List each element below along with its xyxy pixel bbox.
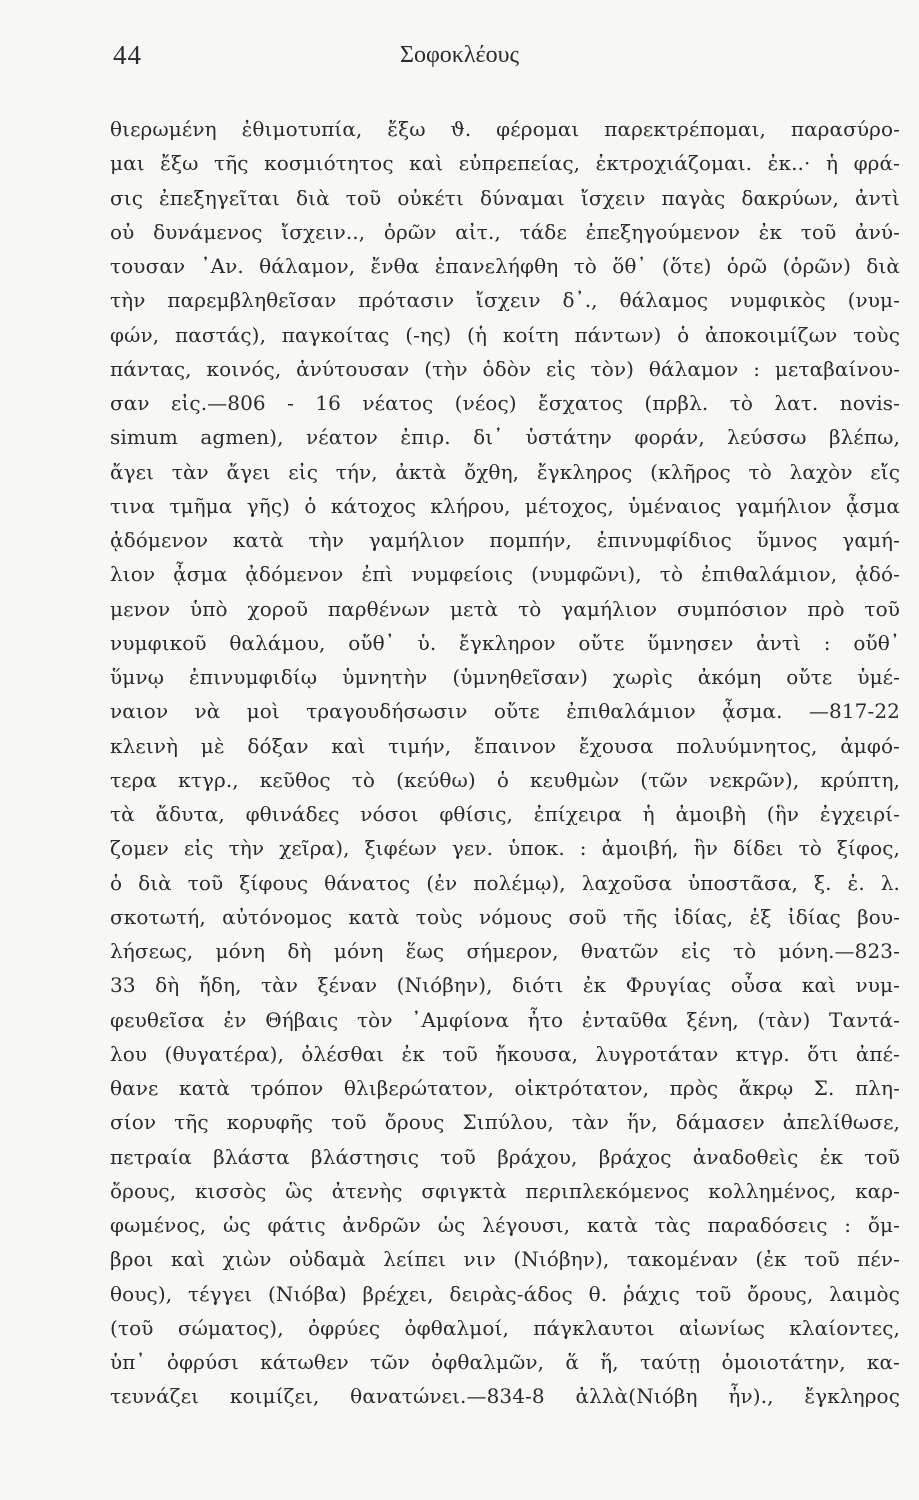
- text-line: ναιον νὰ μοὶ τραγουδήσωσιν οὔτε ἐπιθαλάμιον ᾆσμα. —817-22: [110, 699, 900, 724]
- text-line: πάντας, κοινός, ἀνύτουσαν (τὴν ὁδὸν εἰς τὸν) θάλαμον : μεταβαίνου-: [110, 356, 900, 381]
- text-line: φευθεῖσα ἐν Θήβαις τὸν ᾿Αμφίονα ἦτο ἐνταῦθα ξένη, (τὰν) Ταντά-: [110, 1007, 900, 1032]
- text-line: λου (θυγατέρα), ὀλέσθαι ἐκ τοῦ ἤκουσα, λυγροτάταν κτγρ. ὅτι ἀπέ-: [110, 1041, 900, 1066]
- text-line: ὑπ᾿ ὀφρύσι κάτωθεν τῶν ὀφθαλμῶν, ἅ ἥ, ταύτῃ ὁμοιοτάτην, κα-: [110, 1350, 900, 1374]
- text-line: ὁ διὰ τοῦ ξίφους θάνατος (ἐν πολέμῳ), λαχοῦσα ὑποστᾶσα, ξ. ἐ. λ.: [110, 870, 900, 895]
- text-line: κλεινὴ μὲ δόξαν καὶ τιμήν, ἔπαινον ἔχουσα πολυύμνητος, ἀμφό-: [110, 733, 900, 758]
- text-line: 33 δὴ ἤδη, τὰν ξέναν (Νιόβην), διότι ἐκ Φρυγίας οὖσα καὶ νυμ-: [110, 973, 900, 998]
- text-line: ᾀδόμενον κατὰ τὴν γαμήλιον πομπήν, ἐπινυμφίδιος ὕμνος γαμή-: [110, 528, 900, 552]
- page-number: 44: [113, 40, 142, 70]
- commentary-text: [110, 112, 900, 1414]
- text-line: τερα κτγρ., κεῦθος τὸ (κεύθω) ὁ κευθμὼν (τῶν νεκρῶν), κρύπτη,: [110, 767, 900, 792]
- text-line: φωμένος, ὡς φάτις ἀνδρῶν ὡς λέγουσι, κατὰ τὰς παραδόσεις : ὄμ-: [110, 1213, 900, 1237]
- text-line: λιον ᾆσμα ᾀδόμενον ἐπὶ νυμφείοις (νυμφῶνι), τὸ ἐπιθαλάμιον, ᾀδό-: [110, 562, 900, 587]
- text-line: οὐ δυνάμενος ἴσχειν.., ὁρῶν αἰτ., τάδε ἐπεξηγούμενον ἐκ τοῦ ἀνύ-: [110, 219, 900, 244]
- text-line: μαι ἔξω τῆς κοσμιότητος καὶ εὐπρεπείας, ἐκτροχιάζομαι. ἐκ..· ἡ φρά-: [110, 151, 900, 176]
- text-line: φών, παστάς), παγκοίτας (-ης) (ἡ κοίτη πάντων) ὁ ἀποκοιμίζων τοὺς: [110, 322, 900, 347]
- text-line: τινα τμῆμα γῆς) ὁ κάτοχος κλήρου, μέτοχος, ὑμέναιος γαμήλιον ᾆσμα: [110, 493, 900, 518]
- text-line: νυμφικοῦ θαλάμου, οὔθ᾿ ὑ. ἔγκληρον οὔτε ὕμνησεν ἀντὶ : οὔθ᾿: [110, 630, 900, 655]
- text-line: ὕμνῳ ἐπινυμφιδίῳ ὑμνητὴν (ὑμνηθεῖσαν) χωρὶς ἀκόμη οὔτε ὑμέ-: [110, 665, 900, 689]
- text-line: τευνάζει κοιμίζει, θανατώνει.—834-8 ἀλλὰ(Νιόβη ἦν)., ἔγκληρος: [110, 1384, 900, 1409]
- text-line: σίον τῆς κορυφῆς τοῦ ὄρους Σιπύλου, τὰν ἥν, δάμασεν ἀπελίθωσε,: [110, 1110, 900, 1135]
- text-line: ἄγει τὰν ἄγει εἰς τήν, ἀκτὰ ὄχθη, ἔγκληρος (κλῆρος τὸ λαχὸν εἴς: [110, 459, 900, 484]
- text-line: θιερωμένη ἐθιμοτυπία, ἔξω ϑ. φέρομαι παρεκτρέπομαι, παρασύρο-: [110, 117, 900, 141]
- running-title: Σοφοκλέους: [399, 42, 519, 68]
- text-line: τουσαν ᾿Αν. θάλαμον, ἔνθα ἐπανελήφθη τὸ ὅθ᾿ (ὅτε) ὁρῶ (ὁρῶν) διὰ: [110, 254, 900, 278]
- text-line: θους), τέγγει (Νιόβα) βρέχει, δειρὰς-άδος θ. ῥάχις τοῦ ὄρους, λαιμὸς: [110, 1281, 900, 1306]
- page-header: [0, 40, 919, 80]
- text-line: βροι καὶ χιὼν οὐδαμὰ λείπει νιν (Νιόβην), τακομέναν (ἐκ τοῦ πέν-: [110, 1247, 900, 1272]
- text-line: (τοῦ σώματος), ὀφρύες ὀφθαλμοί, πάγκλαυτοι αἰωνίως κλαίοντες,: [110, 1315, 900, 1340]
- text-line: λήσεως, μόνη δὴ μόνη ἕως σήμερον, θνατῶν εἰς τὸ μόνη.—823-: [110, 939, 900, 963]
- text-line: σκοτωτή, αὐτόνομος κατὰ τοὺς νόμους σοῦ τῆς ἰδίας, ἐξ ἰδίας βου-: [110, 904, 900, 929]
- text-line: σις ἐπεξηγεῖται διὰ τοῦ οὐκέτι δύναμαι ἴσχειν παγὰς δακρύων, ἀντὶ: [110, 185, 900, 210]
- text-line: ὄρους, κισσὸς ὣς ἀτενὴς σφιγκτὰ περιπλεκόμενος κολλημένος, καρ-: [110, 1178, 900, 1203]
- text-line: μενον ὑπὸ χοροῦ παρθένων μετὰ τὸ γαμήλιον συμπόσιον πρὸ τοῦ: [110, 596, 900, 621]
- text-line: σαν εἰς.—806 - 16 νέατος (νέος) ἔσχατος (πρβλ. τὸ λατ. novis-: [110, 391, 900, 415]
- text-line: τὴν παρεμβληθεῖσαν πρότασιν ἴσχειν δ᾿., θάλαμος νυμφικὸς (νυμ-: [110, 288, 900, 313]
- text-line: πετραία βλάστα βλάστησις τοῦ βράχου, βράχος ἀναδοθεὶς ἐκ τοῦ: [110, 1144, 900, 1169]
- text-line: simum agmen), νέατον ἐπιρ. δι᾿ ὑστάτην φοράν, λεύσσω βλέπω,: [110, 425, 900, 450]
- text-line: θανε κατὰ τρόπον θλιβερώτατον, οἰκτρότατον, πρὸς ἄκρῳ Σ. πλη-: [110, 1076, 900, 1100]
- text-line: τὰ ἄδυτα, φθινάδες νόσοι φθίσις, ἐπίχειρα ἡ ἀμοιβὴ (ἣν ἐγχειρί-: [110, 802, 900, 826]
- text-line: ζομεν εἰς τὴν χεῖρα), ξιφέων γεν. ὑποκ. : ἀμοιβή, ἣν δίδει τὸ ξίφος,: [110, 836, 900, 861]
